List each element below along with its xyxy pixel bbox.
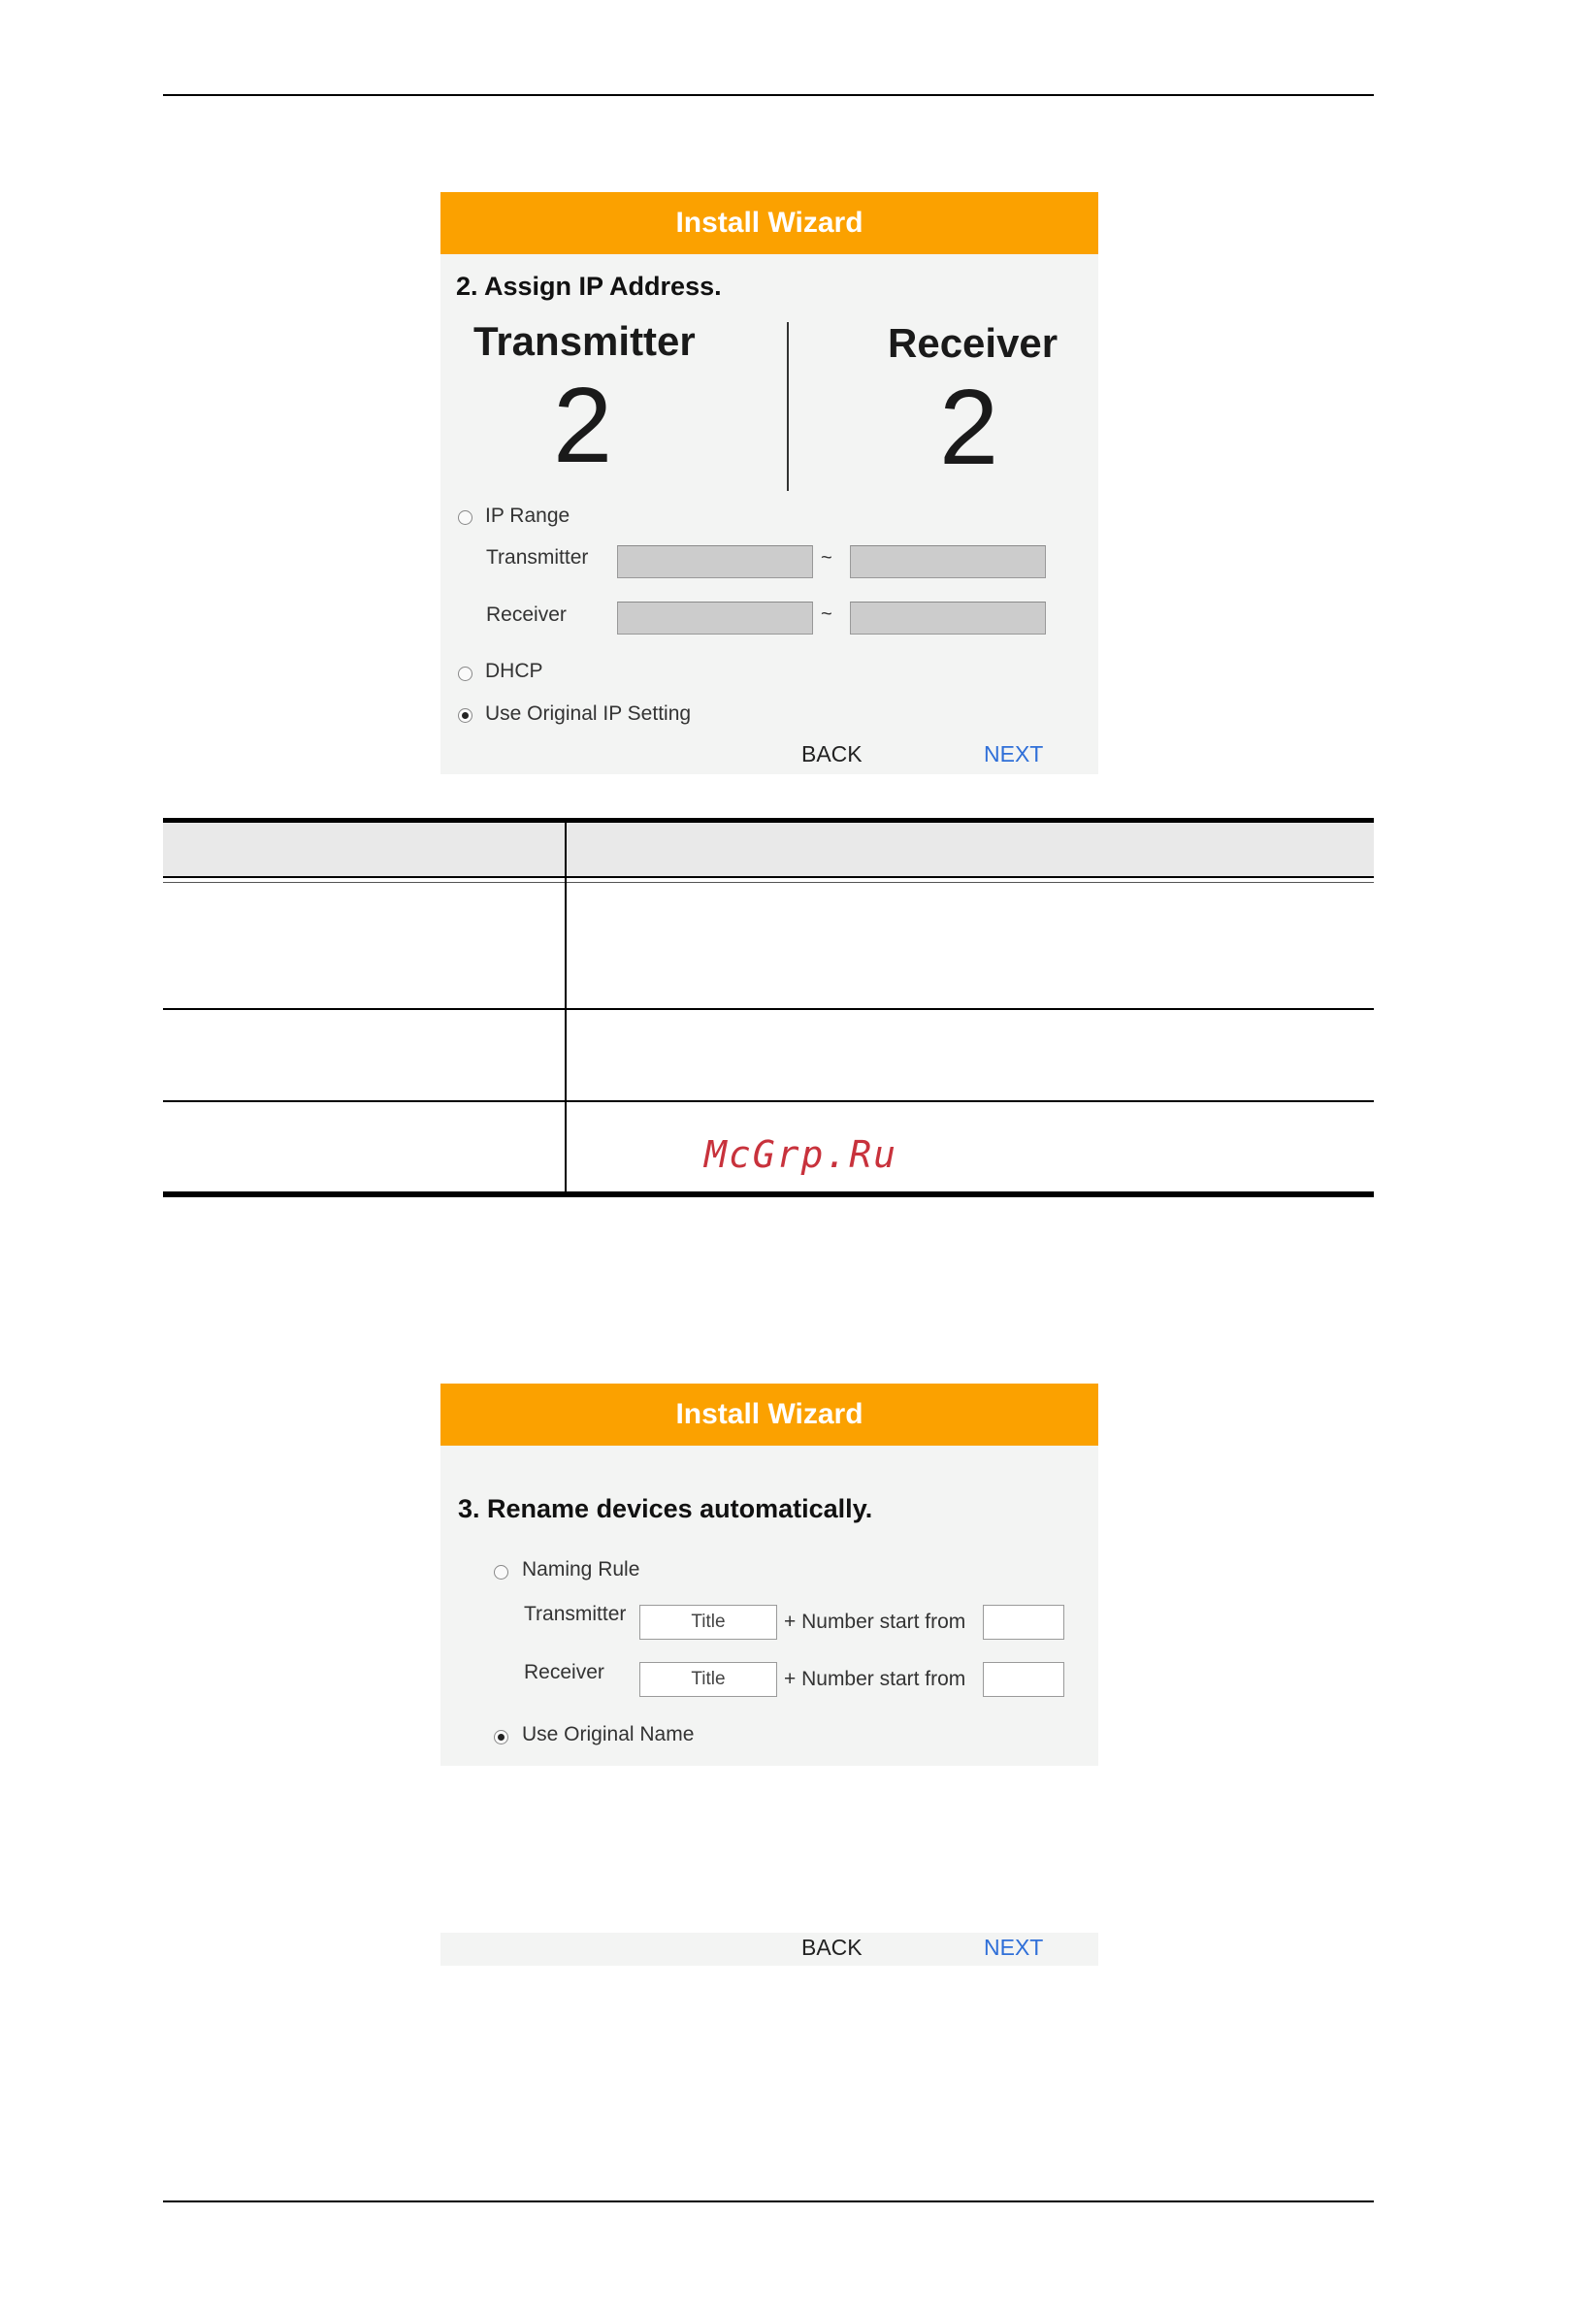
- table-header-row: [163, 823, 1374, 876]
- table-row-divider: [163, 1100, 1374, 1102]
- install-wizard-ip-panel: [440, 192, 1098, 774]
- step-title: 3. Rename devices automatically.: [458, 1494, 873, 1523]
- original-name-radio[interactable]: [494, 1730, 508, 1744]
- page-top-rule: [163, 94, 1374, 96]
- wizard-header: Install Wizard: [440, 1384, 1098, 1446]
- original-ip-radio[interactable]: [458, 708, 472, 723]
- receiver-range-tilde: ~: [821, 603, 832, 625]
- receiver-number-start-label: + Number start from: [784, 1668, 966, 1690]
- transmitter-ip-start-input[interactable]: [617, 545, 813, 578]
- dhcp-label: DHCP: [485, 660, 543, 682]
- ip-range-radio[interactable]: [458, 510, 472, 525]
- transmitter-range-tilde: ~: [821, 547, 832, 569]
- count-divider: [787, 322, 789, 491]
- back-button[interactable]: BACK: [801, 1935, 863, 1960]
- transmitter-number-start-label: + Number start from: [784, 1611, 966, 1633]
- table-header-rule: [163, 876, 1374, 878]
- transmitter-title-input[interactable]: Title: [639, 1605, 777, 1640]
- transmitter-number-start-input[interactable]: [983, 1605, 1064, 1640]
- next-button[interactable]: NEXT: [984, 741, 1044, 766]
- page-bottom-rule: [163, 2200, 1374, 2202]
- receiver-ip-start-input[interactable]: [617, 602, 813, 635]
- receiver-ip-end-input[interactable]: [850, 602, 1046, 635]
- dhcp-radio[interactable]: [458, 667, 472, 681]
- step-title: 2. Assign IP Address.: [456, 272, 722, 301]
- transmitter-ip-end-input[interactable]: [850, 545, 1046, 578]
- rename-nav-bar: [440, 1933, 1098, 1966]
- rename-receiver-label: Receiver: [524, 1661, 604, 1683]
- naming-rule-radio[interactable]: [494, 1565, 508, 1580]
- receiver-count: 2: [939, 368, 999, 487]
- transmitter-count-label: Transmitter: [473, 318, 696, 364]
- ip-receiver-label: Receiver: [486, 603, 567, 626]
- watermark: McGrp.Ru: [704, 1133, 898, 1176]
- ip-transmitter-label: Transmitter: [486, 546, 589, 569]
- receiver-count-label: Receiver: [888, 320, 1059, 366]
- table-bottom-rule: [163, 1191, 1374, 1197]
- table-header-rule-2: [163, 882, 1374, 883]
- next-button[interactable]: NEXT: [984, 1935, 1044, 1960]
- original-ip-label: Use Original IP Setting: [485, 702, 692, 725]
- table-row-divider: [163, 1008, 1374, 1010]
- receiver-number-start-input[interactable]: [983, 1662, 1064, 1697]
- original-name-label: Use Original Name: [522, 1723, 695, 1745]
- install-wizard-rename-panel: [440, 1384, 1098, 1766]
- back-button[interactable]: BACK: [801, 741, 863, 766]
- naming-rule-label: Naming Rule: [522, 1558, 640, 1581]
- transmitter-count: 2: [553, 366, 613, 485]
- table-column-divider: [565, 823, 567, 1191]
- rename-transmitter-label: Transmitter: [524, 1603, 627, 1625]
- ip-range-label: IP Range: [485, 505, 570, 527]
- receiver-title-input[interactable]: Title: [639, 1662, 777, 1697]
- wizard-header: Install Wizard: [440, 192, 1098, 254]
